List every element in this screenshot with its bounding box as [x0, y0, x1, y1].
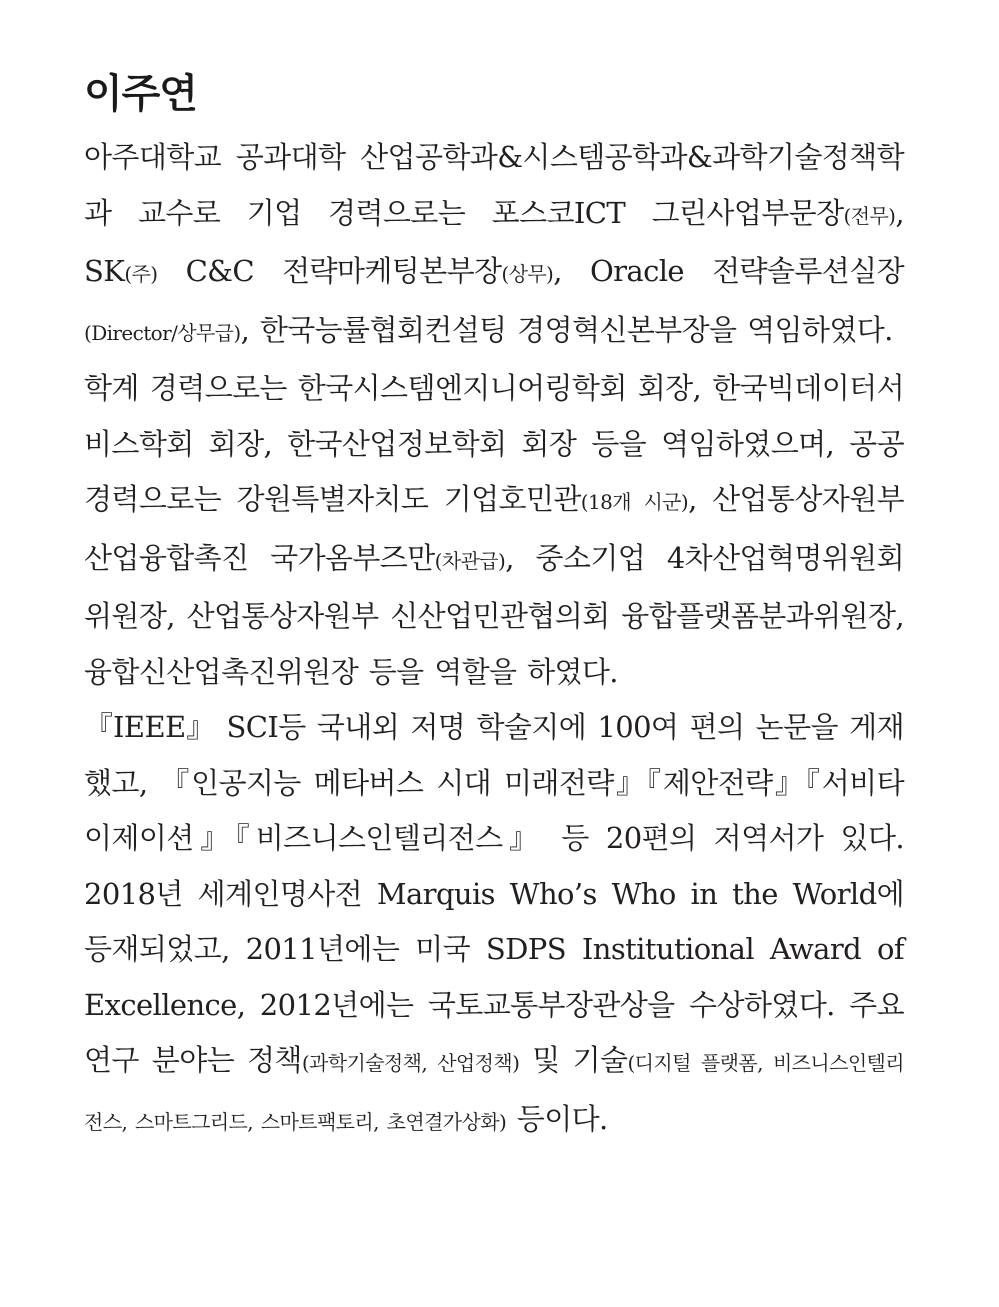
bio-paragraph-publications	[84, 700, 904, 1150]
bio-note: (주)	[124, 262, 158, 286]
bio-text: 및 기술	[519, 1043, 628, 1077]
bio-note: (상무)	[501, 262, 554, 286]
author-name: 이주연	[84, 71, 197, 117]
bio-note: (과학기술정책, 산업정책)	[301, 1051, 520, 1075]
bio-text: 학계 경력으로는 한국시스템엔지니어링학회 회장, 한국빅데이터서비스학회 회장, 한국산업정보학회 회장 등을 역임하였으며, 공공 경력으로는 강원특별자치도 기업호민관	[84, 371, 904, 516]
bio-text: C&C 전략마케팅본부장	[157, 254, 502, 288]
bio-text: 아주대학교 공과대학 산업공학과&시스템공학과&과학기술정책학과 교수로 기업 경력으로는 포스코ICT 그린사업부문장	[84, 140, 904, 230]
bio-text: , 산업통상자원부 산업융합촉진 국가옴부즈만	[84, 482, 904, 575]
bio-note: (전무)	[843, 203, 896, 228]
author-bio	[84, 62, 904, 1150]
bio-paragraph-career	[84, 130, 904, 361]
bio-text: 등이다.	[506, 1101, 608, 1136]
bio-text: 『IEEE』 SCI등 국내외 저명 학술지에 100여 편의 논문을 게재했고, 『인공지능 메타버스 시대 미래전략』『제안전략』『서비타이제이션』『비즈니스인텔리전스』 등 20편의 저역서가 있다. 2018년 세계인명사전 Marquis Who’s Who in the World에 등재되었고, 2011년에는 미국 SDPS Institutional Award of Excellence, 2012년에는 국토교통부장관상을 수상하였다. 주요연구 분야는 정책	[84, 710, 904, 1077]
bio-note: (차관급)	[434, 548, 506, 573]
bio-note: (Director/상무급)	[84, 320, 241, 345]
bio-note: (18개 시군)	[580, 490, 689, 514]
bio-note: (디지털 플랫폼, 비즈니스인텔리전스, 스마트그리드, 스마트팩토리, 초연결가상화)	[84, 1051, 904, 1134]
bio-text: , 중소기업 4차산업혁명위원회 위원장, 산업통상자원부 신산업민관협의회 융합플랫폼분과위원장, 융합신산업촉진위원장 등을 역할을 하였다.	[84, 540, 904, 689]
bio-text: , 한국능률협회컨설팅 경영혁신본부장을 역임하였다.	[240, 312, 893, 347]
bio-text: , SK	[84, 195, 904, 288]
bio-paragraph-academic	[84, 361, 904, 700]
bio-text: , Oracle 전략솔루션실장	[553, 254, 904, 288]
